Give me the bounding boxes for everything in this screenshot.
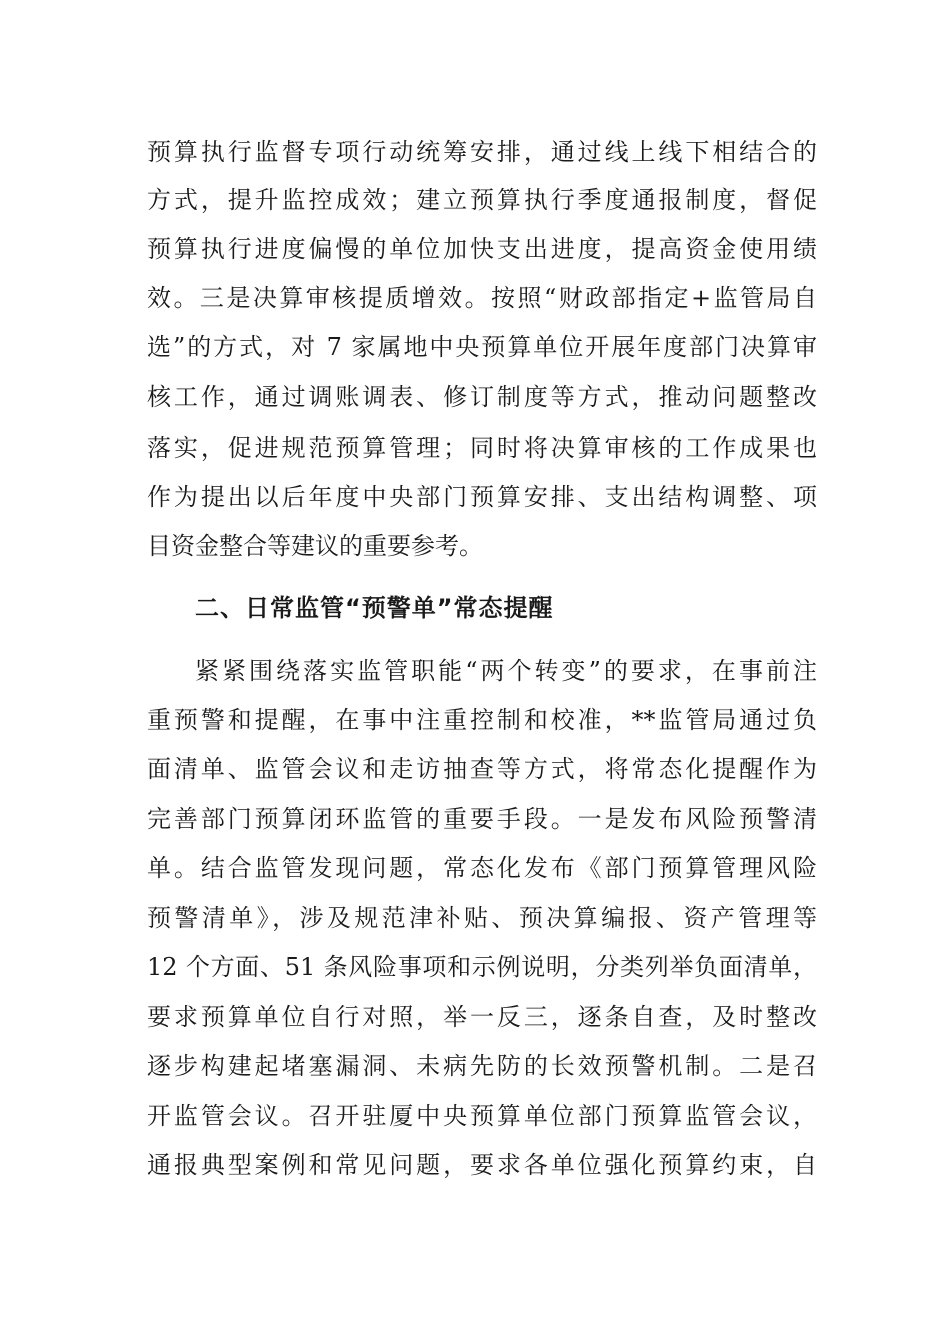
text-line: 通报典型案例和常见问题，要求各单位强化预算约束，自 <box>147 1151 817 1179</box>
text-line: 开监管会议。召开驻厦中央预算单位部门预算监管会议， <box>147 1102 817 1130</box>
text-line: 紧紧围绕落实监管职能“两个转变”的要求，在事前注 <box>195 657 817 685</box>
text-line: 12 个方面、51 条风险事项和示例说明，分类列举负面清单， <box>147 953 817 981</box>
text-line: 完善部门预算闭环监管的重要手段。一是发布风险预警清 <box>147 805 817 833</box>
text-line: 核工作，通过调账调表、修订制度等方式，推动问题整改 <box>147 383 817 411</box>
text-line: 预警清单》，涉及规范津补贴、预决算编报、资产管理等 <box>147 904 817 932</box>
text-line: 目资金整合等建议的重要参考。 <box>147 532 483 560</box>
text-line: 落实，促进规范预算管理；同时将决算审核的工作成果也 <box>147 434 817 462</box>
text-line: 选”的方式，对 7 家属地中央预算单位开展年度部门决算审 <box>147 333 817 361</box>
text-line: 预算执行监督专项行动统筹安排，通过线上线下相结合的 <box>147 138 817 166</box>
text-line: 效。三是决算审核提质增效。按照“财政部指定+监管局自 <box>147 284 817 312</box>
text-line: 预算执行进度偏慢的单位加快支出进度，提高资金使用绩 <box>147 235 817 263</box>
text-line: 逐步构建起堵塞漏洞、未病先防的长效预警机制。二是召 <box>147 1052 817 1080</box>
text-line: 要求预算单位自行对照，举一反三，逐条自查，及时整改 <box>147 1003 817 1031</box>
text-line: 面清单、监管会议和走访抽查等方式，将常态化提醒作为 <box>147 755 817 783</box>
section-heading: 二、日常监管“预警单”常态提醒 <box>195 594 554 622</box>
text-line: 重预警和提醒，在事中注重控制和校准，**监管局通过负 <box>147 706 817 734</box>
text-line: 作为提出以后年度中央部门预算安排、支出结构调整、项 <box>147 483 817 511</box>
text-line: 方式，提升监控成效；建立预算执行季度通报制度，督促 <box>147 186 817 214</box>
text-line: 单。结合监管发现问题，常态化发布《部门预算管理风险 <box>147 854 817 882</box>
